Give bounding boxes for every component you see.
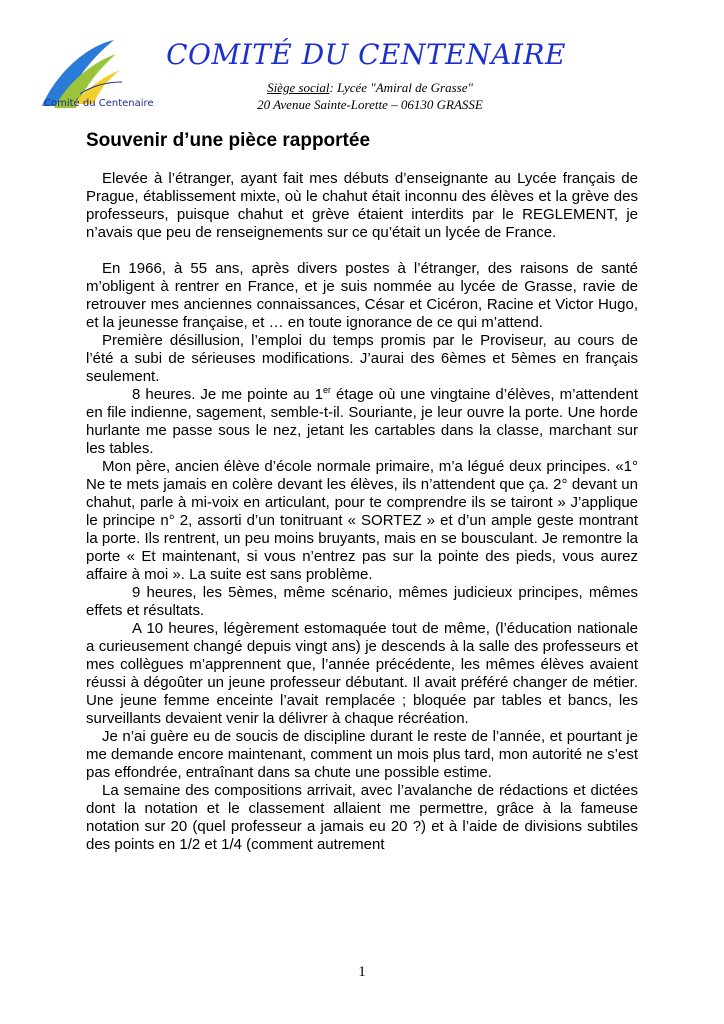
paragraph — [86, 386, 638, 458]
paragraph: En 1966, à 55 ans, après divers postes à l’étranger, des raisons de santé m’obligent à rentrer en France, et je suis nommée au lycée de Grasse, ravie de retrouver mes anciennes connaissances, César et Cicéron, Racine et Victor Hugo, et la jeunesse française, et … en toute ignorance de ce qui m’attend. — [86, 260, 638, 331]
paragraph: A 10 heures, légèrement estomaquée tout de même, (l’éducation nationale a curieusement changé depuis vingt ans) je descends à la salle des professeurs et mes collègues m’apprennent que, l’année précédente, les mêmes élèves avaient réussi à dégoûter un jeune professeur débutant. Il avait préféré changer de métier. Une jeune femme enceinte l’avait remplacée ; bloquée par tables et bancs, les surveillants devaient venir la délivrer à chaque récréation. — [86, 620, 638, 727]
page-number: 1 — [358, 964, 366, 980]
paragraph: La semaine des compositions arrivait, avec l’avalanche de rédactions et dictées dont la notation et le classement allaient me permettre, grâce à la fameuse notation sur 20 (quel professeur a jamais eu 20 ?) et à l’aide de divisions subtiles des points en 1/2 et 1/4 (comment autrement — [86, 782, 638, 853]
paragraph-text: étage où une vingtaine d’élèves, m’attendent en file indienne, sagement, semble-t-il. Souriante, je leur ouvre la porte. Une horde hurlante me passe sous le nez, jetant les cartables dans la classe, marchant sur les tables. — [86, 386, 638, 457]
paragraph: 9 heures, les 5èmes, même scénario, mêmes judicieux principes, mêmes effets et résultats. — [86, 584, 638, 619]
article-body — [86, 170, 638, 854]
address-line-2: 20 Avenue Sainte-Lorette – 06130 GRASSE — [257, 97, 483, 112]
address-label: Siège social — [267, 80, 330, 95]
paragraph-text: 8 heures. Je me pointe au 1 — [132, 386, 324, 403]
page-title: COMITÉ DU CENTENAIRE — [166, 38, 566, 71]
paragraph: Elevée à l’étranger, ayant fait mes débuts d’enseignante au Lycée français de Prague, établissement mixte, où le chahut était inconnu des élèves et la grève des professeurs, puisque chahut et grève étaient interdits par le REGLEMENT, je n’avais que peu de renseignements sur ce qu’était un lycée de France. — [86, 170, 638, 241]
address-line-1-rest: : Lycée "Amiral de Grasse" — [329, 80, 473, 95]
logo-label: Comité du Centenaire — [44, 98, 154, 109]
paragraph: Mon père, ancien élève d’école normale primaire, m’a légué deux principes. «1° Ne te mets jamais en colère devant les élèves, ils n’attendent que ça. 2° devant un chahut, parle à mi-voix en articulant, pour te comprendre ils se tairont » J’applique le principe n° 2, assorti d’un tonitruant « SORTEZ » et d’un ample geste montrant la porte. Ils rentrent, un peu moins bruyants, mais en se bousculant. Je remontre la porte « Et maintenant, si vous n’entrez pas sur la pointe des pieds, vous aurez affaire à moi ». La suite est sans problème. — [86, 458, 638, 583]
paragraph: Première désillusion, l’emploi du temps promis par le Proviseur, au cours de l’été a subi de sérieuses modifications. J’aurai des 6èmes et 5èmes en français seulement. — [86, 332, 638, 385]
address-line-1 — [190, 80, 550, 96]
paragraph: Je n’ai guère eu de soucis de discipline durant le reste de l’année, et pourtant je me demande encore maintenant, comment un mois plus tard, mon autorité ne s’est pas effondrée, entraînant dans sa chute une possible estime. — [86, 728, 638, 781]
article-heading: Souvenir d’une pièce rapportée — [86, 130, 371, 151]
superscript: er — [323, 385, 332, 395]
